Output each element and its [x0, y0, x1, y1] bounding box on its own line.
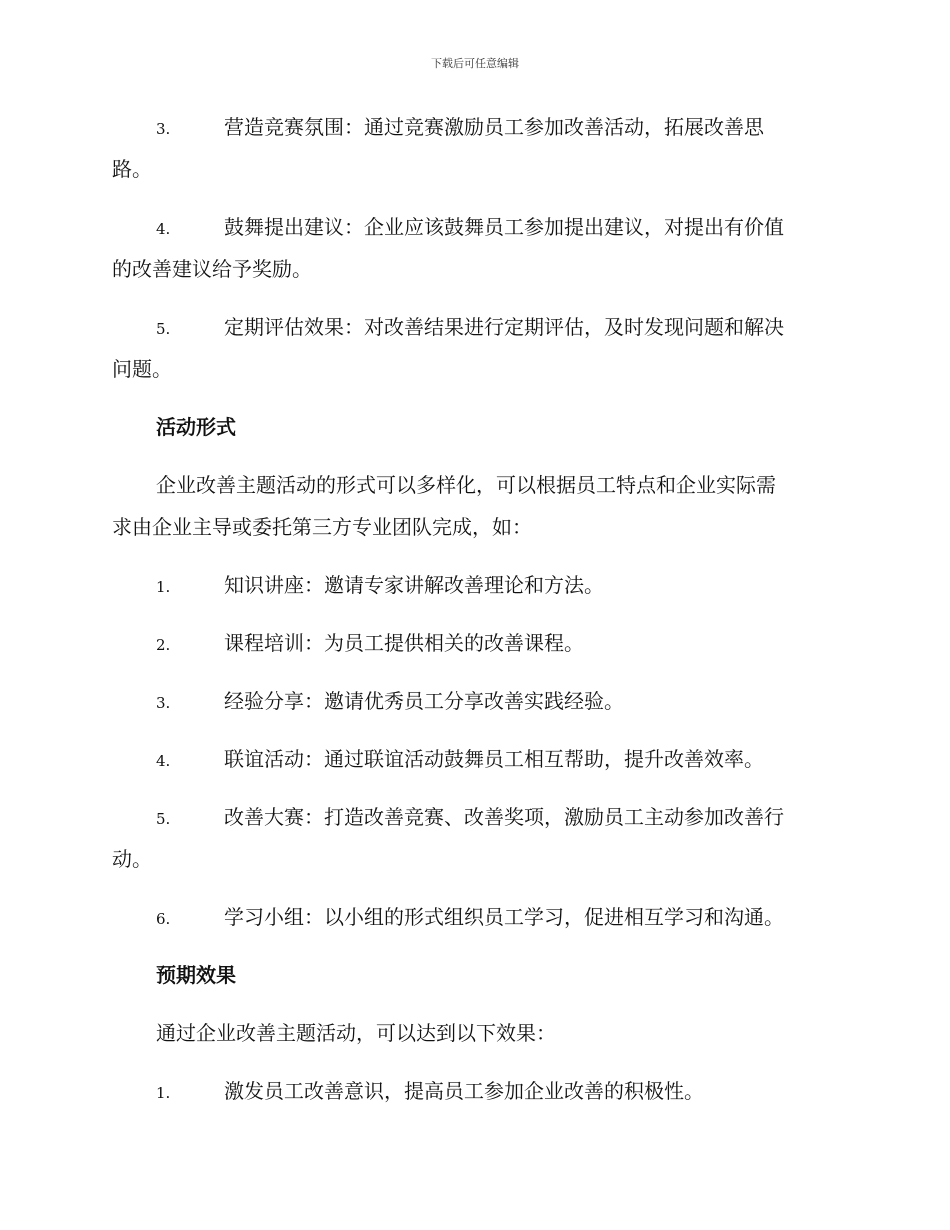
format-item-6	[112, 896, 837, 938]
list-text: 联谊活动：通过联谊活动鼓舞员工相互帮助，提升改善效率。	[224, 747, 764, 771]
list-number: 4.	[156, 220, 171, 238]
list-number: 6.	[156, 910, 171, 928]
list-text: 学习小组：以小组的形式组织员工学习，促进相互学习和沟通。	[224, 905, 784, 929]
paragraph-activity-format	[112, 464, 837, 548]
paragraph-text: 企业改善主题活动的形式可以多样化，可以根据员工特点和企业实际需	[156, 473, 776, 497]
document-body	[112, 106, 837, 1128]
list-text: 激发员工改善意识，提高员工参加企业改善的积极性。	[224, 1079, 704, 1103]
list-text: 经验分享：邀请优秀员工分享改善实践经验。	[224, 689, 624, 713]
page-header: 下载后可任意编辑	[431, 57, 519, 70]
paragraph-expected-effects	[112, 1012, 837, 1054]
list-item-4	[112, 206, 837, 290]
list-number: 3.	[156, 694, 171, 712]
section-heading-expected-effects: 预期效果	[156, 963, 236, 987]
list-text: 营造竞赛氛围：通过竞赛激励员工参加改善活动，拓展改善思	[224, 115, 764, 139]
effect-item-1	[112, 1070, 837, 1112]
format-item-3	[112, 680, 837, 722]
list-number: 1.	[156, 1084, 171, 1102]
format-item-2	[112, 622, 837, 664]
list-item-5	[112, 306, 837, 390]
format-item-1	[112, 564, 837, 606]
list-text: 课程培训：为员工提供相关的改善课程。	[224, 631, 584, 655]
list-text-continued: 的改善建议给予奖励。	[112, 257, 312, 281]
paragraph-text: 通过企业改善主题活动，可以达到以下效果：	[156, 1021, 556, 1045]
list-text: 改善大赛：打造改善竞赛、改善奖项，激励员工主动参加改善行	[224, 805, 784, 829]
list-text: 鼓舞提出建议：企业应该鼓舞员工参加提出建议，对提出有价值	[224, 215, 784, 239]
list-number: 1.	[156, 578, 171, 596]
list-number: 2.	[156, 636, 171, 654]
list-item-3	[112, 106, 837, 190]
list-number: 5.	[156, 810, 171, 828]
list-text: 定期评估效果：对改善结果进行定期评估，及时发现问题和解决	[224, 315, 784, 339]
paragraph-text-continued: 求由企业主导或委托第三方专业团队完成，如：	[112, 515, 532, 539]
list-text-continued: 路。	[112, 157, 152, 181]
list-number: 4.	[156, 752, 171, 770]
list-text: 知识讲座：邀请专家讲解改善理论和方法。	[224, 573, 604, 597]
list-text-continued: 问题。	[112, 357, 172, 381]
list-number: 3.	[156, 120, 171, 138]
format-item-4	[112, 738, 837, 780]
format-item-5	[112, 796, 837, 880]
section-heading-activity-format: 活动形式	[156, 415, 236, 439]
list-text-continued: 动。	[112, 847, 152, 871]
list-number: 5.	[156, 320, 171, 338]
